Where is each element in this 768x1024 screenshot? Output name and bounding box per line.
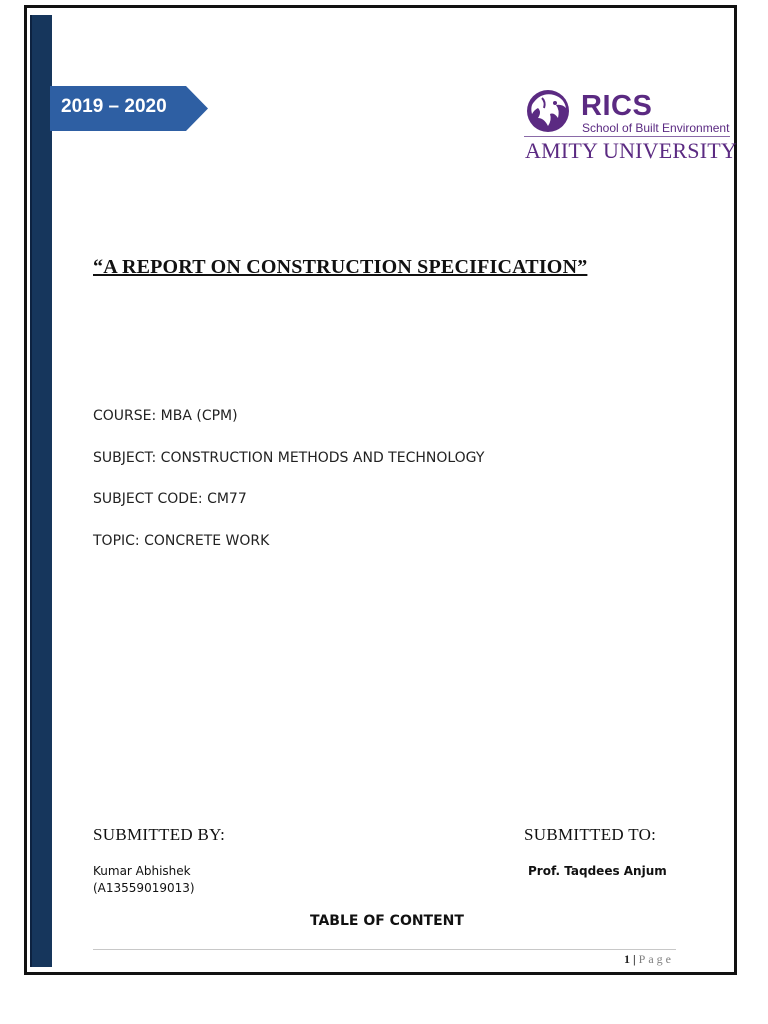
page-label: Page (638, 952, 674, 966)
university-logo (524, 88, 737, 168)
table-of-content-heading: TABLE OF CONTENT (310, 913, 464, 929)
year-range: 2019 – 2020 (61, 96, 167, 117)
page-footer (624, 952, 674, 967)
course-line: COURSE: MBA (CPM) (93, 408, 238, 424)
rics-wordmark: RICS (581, 90, 653, 122)
submitted-to-heading: SUBMITTED TO: (524, 825, 657, 844)
rics-subtitle: School of Built Environment (582, 121, 730, 135)
logo-divider (524, 136, 730, 137)
student-name: Kumar Abhishek (93, 864, 191, 878)
footer-divider (93, 949, 676, 950)
professor-name: Prof. Taqdees Anjum (528, 864, 667, 878)
subject-code-line: SUBJECT CODE: CM77 (93, 491, 247, 507)
lion-emblem-icon (524, 88, 576, 134)
page-number: 1 (624, 952, 631, 966)
subject-line: SUBJECT: CONSTRUCTION METHODS AND TECHNOLOGY (93, 450, 485, 466)
university-name: AMITY UNIVERSITY (525, 138, 737, 163)
page-separator: | (633, 952, 636, 966)
student-id: (A13559019013) (93, 881, 195, 895)
year-tag (50, 86, 208, 131)
report-title: “A REPORT ON CONSTRUCTION SPECIFICATION” (93, 256, 588, 278)
submitted-by-heading: SUBMITTED BY: (93, 825, 226, 844)
cover-side-bar (30, 15, 52, 967)
topic-line: TOPIC: CONCRETE WORK (93, 533, 270, 549)
